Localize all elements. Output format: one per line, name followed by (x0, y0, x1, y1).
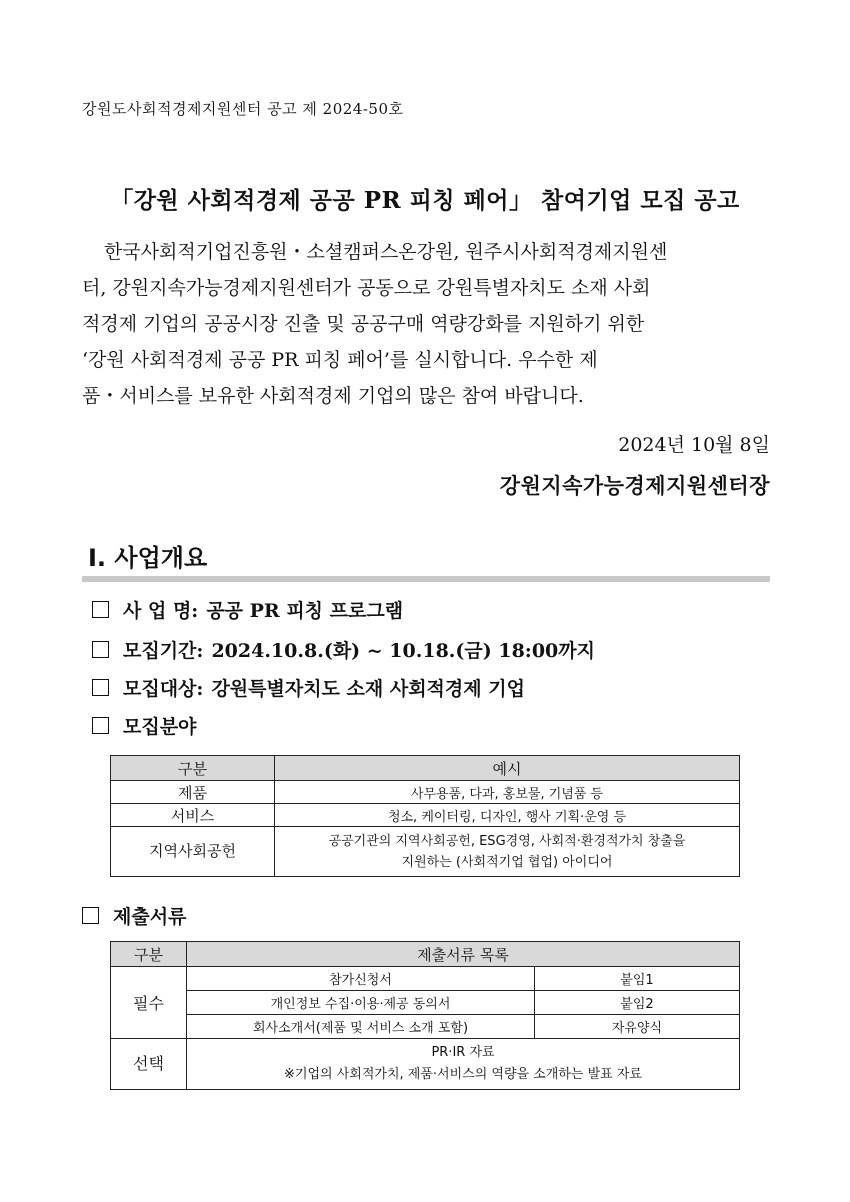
notice-number: 강원도사회적경제지원센터 공고 제 2024-50호 (82, 100, 404, 118)
docs-heading-label: 제출서류 (113, 906, 187, 928)
column-header: 예시 (275, 756, 740, 781)
table-header-row (111, 942, 740, 967)
intro-line: 터, 강원지속가능경제지원센터가 공동으로 강원특별자치도 소재 사회 (82, 277, 651, 299)
table-row (111, 804, 740, 827)
optional-line: PR·IR 자료 (431, 1045, 495, 1060)
checkbox-square-icon (92, 679, 109, 696)
intro-line: 적경제 기업의 공공시장 진출 및 공공구매 역량강화를 지원하기 위한 (82, 313, 645, 335)
intro-line: 품・서비스를 보유한 사회적경제 기업의 많은 참여 바랍니다. (82, 385, 584, 407)
checkbox-square-icon (92, 641, 109, 658)
table-row (111, 1015, 740, 1039)
optional-docs (187, 1039, 740, 1090)
doc-name: 참가신청서 (187, 967, 535, 991)
doc-form: 붙임2 (535, 991, 740, 1015)
doc-name: 개인정보 수집·이용·제공 동의서 (187, 991, 535, 1015)
table-row (111, 1039, 740, 1090)
table-header-row (111, 756, 740, 781)
table-row (111, 827, 740, 877)
overview-item (92, 596, 403, 623)
section-divider (82, 576, 770, 582)
doc-name: 회사소개서(제품 및 서비스 소개 포함) (187, 1015, 535, 1039)
item-value: 2024.10.8.(화) ~ 10.18.(금) 18:00까지 (211, 640, 595, 662)
row-category: 제품 (111, 781, 275, 804)
overview-item (92, 712, 196, 739)
item-label: 모집기간: (123, 640, 204, 662)
row-example (275, 827, 740, 877)
example-line: 지원하는 (사회적기업 협업) 아이디어 (401, 854, 613, 870)
checkbox-square-icon (92, 601, 109, 618)
item-value: 공공 PR 피칭 프로그램 (206, 600, 404, 622)
optional-label: 선택 (111, 1039, 187, 1090)
table-row (111, 967, 740, 991)
column-header: 구분 (111, 942, 187, 967)
docs-heading (82, 902, 186, 929)
doc-form: 붙임1 (535, 967, 740, 991)
item-label: 모집대상: (123, 678, 204, 700)
section-heading: Ⅰ. 사업개요 (88, 544, 208, 572)
row-category: 서비스 (111, 804, 275, 827)
item-label: 사 업 명: (123, 600, 199, 622)
item-value: 강원특별자치도 소재 사회적경제 기업 (211, 678, 525, 700)
row-example: 사무용품, 다과, 홍보물, 기념품 등 (275, 781, 740, 804)
optional-line: ※기업의 사회적가치, 제품·서비스의 역량을 소개하는 발표 자료 (284, 1067, 642, 1082)
row-category: 지역사회공헌 (111, 827, 275, 877)
checkbox-square-icon (92, 717, 109, 734)
intro-line: 한국사회적기업진흥원・소셜캠퍼스온강원, 원주시사회적경제지원센 (104, 241, 668, 263)
example-line: 공공기관의 지역사회공헌, ESG경영, 사회적·환경적가치 창출을 (328, 833, 686, 849)
table-row (111, 781, 740, 804)
overview-item (92, 674, 525, 701)
row-example: 청소, 케이터링, 디자인, 행사 기획·운영 등 (275, 804, 740, 827)
notice-date: 2024년 10월 8일 (618, 434, 770, 456)
doc-form: 자유양식 (535, 1015, 740, 1039)
column-header: 제출서류 목록 (187, 942, 740, 967)
intro-line: ‘강원 사회적경제 공공 PR 피칭 페어’를 실시합니다. 우수한 제 (82, 349, 598, 371)
signer: 강원지속가능경제지원센터장 (499, 473, 770, 498)
checkbox-square-icon (82, 907, 99, 924)
item-label: 모집분야 (123, 716, 197, 738)
docs-table (110, 941, 740, 1090)
intro-paragraph (82, 234, 770, 414)
table-row (111, 991, 740, 1015)
fields-table (110, 755, 740, 877)
page-title: 「강원 사회적경제 공공 PR 피칭 페어」 참여기업 모집 공고 (110, 187, 740, 214)
required-label: 필수 (111, 967, 187, 1039)
overview-item (92, 636, 595, 663)
column-header: 구분 (111, 756, 275, 781)
